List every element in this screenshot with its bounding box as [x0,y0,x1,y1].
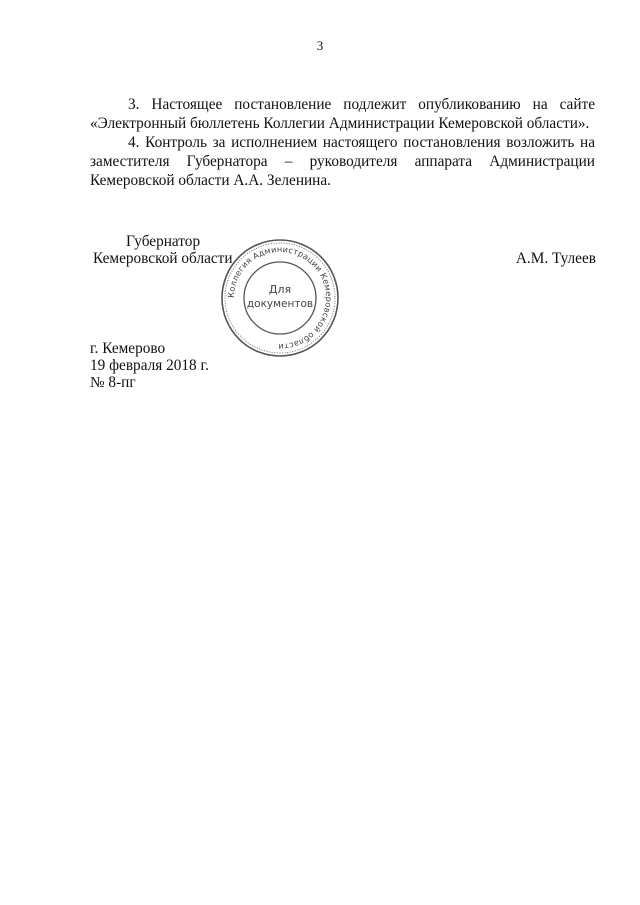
signature-region: Кемеровской области [93,250,233,267]
page-number: 3 [316,38,324,53]
date: 19 февраля 2018 г. [90,357,209,374]
paragraph-4-line-2: заместителя Губернатора – руководителя аппарата Администрации [90,153,595,170]
seal-ring-text: Коллегия Администрации Кемеровской области [225,243,335,353]
paragraph-4-line-1: 4. Контроль за исполнением настоящего постановления возложить на [128,134,595,151]
paragraph-4-line-3: Кемеровской области А.А. Зеленина. [90,172,331,189]
official-seal [218,236,342,360]
signature-title: Губернатор [126,233,201,250]
place: г. Кемерово [90,340,166,357]
paragraph-3-line-1: 3. Настоящее постановление подлежит опубликованию на сайте [128,96,595,113]
seal-center-line-1: Для [268,283,292,296]
paragraph-3 [90,95,595,133]
paragraph-3-line-2: «Электронный бюллетень Коллегии Администрации Кемеровской области». [90,115,590,132]
signature-name: А.М. Тулеев [515,250,596,267]
document-number: № 8-пг [90,374,136,391]
seal-center-line-2: документов [246,298,314,310]
paragraph-4 [90,133,595,190]
